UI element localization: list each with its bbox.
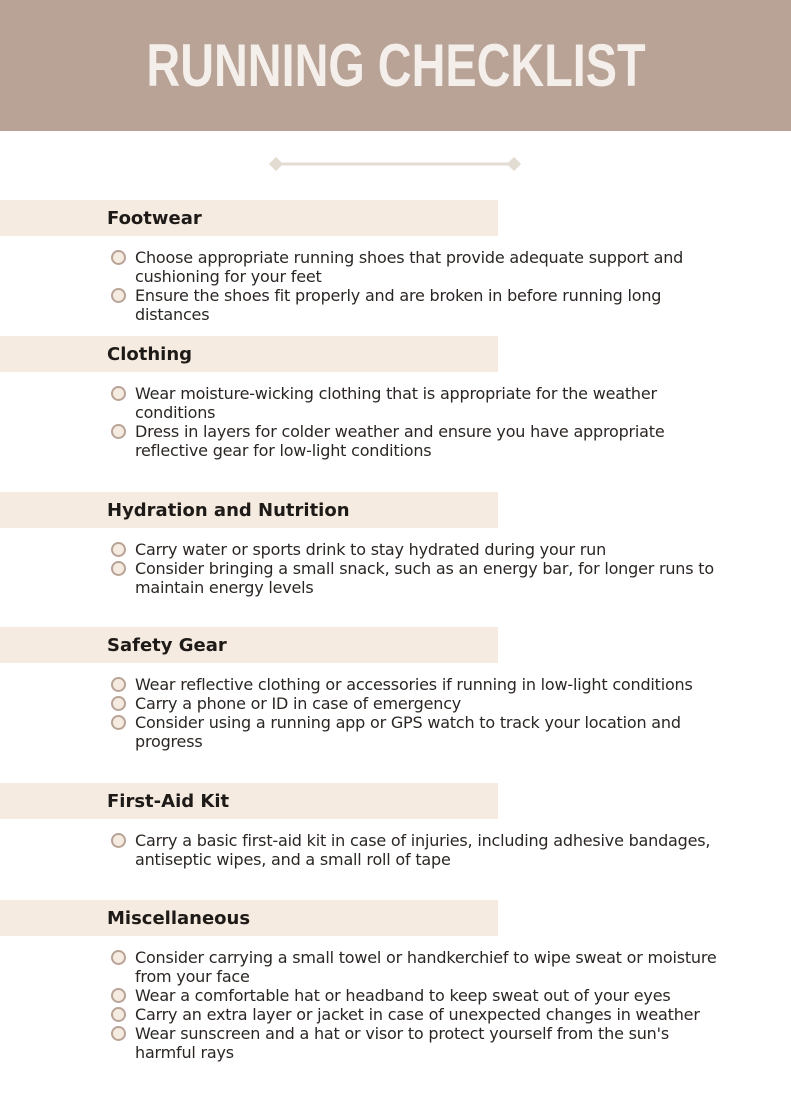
item-text: Wear reflective clothing or accessories if running in low-light conditions <box>135 675 693 694</box>
checkbox-icon[interactable] <box>111 1007 126 1022</box>
item-text: Consider carrying a small towel or handkerchief to wipe sweat or moisture from your face <box>135 948 717 986</box>
checkbox-icon[interactable] <box>111 950 126 965</box>
item-text: Carry an extra layer or jacket in case of unexpected changes in weather <box>135 1005 700 1024</box>
section-clothing <box>0 336 791 460</box>
checklist-item <box>0 559 725 597</box>
section-title: Footwear <box>107 207 202 229</box>
item-text: Dress in layers for colder weather and ensure you have appropriate reflective gear for low-light conditions <box>135 422 665 460</box>
section-header <box>0 336 498 372</box>
page-title: RUNNING CHECKLIST <box>145 31 646 99</box>
checkbox-icon[interactable] <box>111 250 126 265</box>
checklist-item <box>0 713 725 751</box>
checklist-item <box>0 948 725 986</box>
checklist <box>0 948 791 1062</box>
item-text: Consider using a running app or GPS watch to track your location and progress <box>135 713 681 751</box>
section-title: Clothing <box>107 343 193 365</box>
checklist <box>0 675 791 751</box>
divider-diamond-right <box>507 157 521 171</box>
item-text: Choose appropriate running shoes that provide adequate support and cushioning for your feet <box>135 248 684 286</box>
item-text: Wear sunscreen and a hat or visor to protect yourself from the sun's harmful rays <box>135 1024 669 1062</box>
item-text: Wear moisture-wicking clothing that is appropriate for the weather conditions <box>135 384 657 422</box>
checklist-item <box>0 694 725 713</box>
checkbox-icon[interactable] <box>111 988 126 1003</box>
checklist <box>0 540 791 597</box>
section-header <box>0 627 498 663</box>
section-header <box>0 200 498 236</box>
section-title: Miscellaneous <box>107 907 251 929</box>
section-header <box>0 783 498 819</box>
item-text: Wear a comfortable hat or headband to keep sweat out of your eyes <box>135 986 671 1005</box>
checklist-item <box>0 986 725 1005</box>
section-footwear <box>0 200 791 324</box>
checklist-item <box>0 384 725 422</box>
section-miscellaneous <box>0 900 791 1062</box>
checklist-item <box>0 1024 725 1062</box>
checklist-item <box>0 286 725 324</box>
section-hydration <box>0 492 791 597</box>
checklist-item <box>0 540 725 559</box>
checkbox-icon[interactable] <box>111 542 126 557</box>
checklist <box>0 384 791 460</box>
checkbox-icon[interactable] <box>111 715 126 730</box>
checkbox-icon[interactable] <box>111 677 126 692</box>
checkbox-icon[interactable] <box>111 561 126 576</box>
section-safety-gear <box>0 627 791 751</box>
checklist <box>0 831 791 869</box>
checklist-item <box>0 831 725 869</box>
decorative-divider <box>268 156 522 172</box>
checkbox-icon[interactable] <box>111 424 126 439</box>
checkbox-icon[interactable] <box>111 1026 126 1041</box>
checkbox-icon[interactable] <box>111 696 126 711</box>
checkbox-icon[interactable] <box>111 386 126 401</box>
header-banner <box>0 0 791 131</box>
checklist-item <box>0 675 725 694</box>
item-text: Carry a phone or ID in case of emergency <box>135 694 462 713</box>
item-text: Ensure the shoes fit properly and are broken in before running long distances <box>135 286 662 324</box>
section-title: Hydration and Nutrition <box>107 499 350 521</box>
checklist <box>0 248 791 324</box>
divider-diamond-left <box>269 157 283 171</box>
section-header <box>0 900 498 936</box>
checklist-item <box>0 248 725 286</box>
checklist-item <box>0 1005 725 1024</box>
section-title: Safety Gear <box>107 634 227 656</box>
section-title: First-Aid Kit <box>107 790 230 812</box>
checkbox-icon[interactable] <box>111 288 126 303</box>
item-text: Carry a basic first-aid kit in case of injuries, including adhesive bandages, antiseptic wipes, and a small roll of tape <box>135 831 711 869</box>
section-first-aid-kit <box>0 783 791 869</box>
item-text: Consider bringing a small snack, such as an energy bar, for longer runs to maintain energy levels <box>135 559 714 597</box>
item-text: Carry water or sports drink to stay hydrated during your run <box>135 540 607 559</box>
section-header <box>0 492 498 528</box>
checkbox-icon[interactable] <box>111 833 126 848</box>
checklist-item <box>0 422 725 460</box>
